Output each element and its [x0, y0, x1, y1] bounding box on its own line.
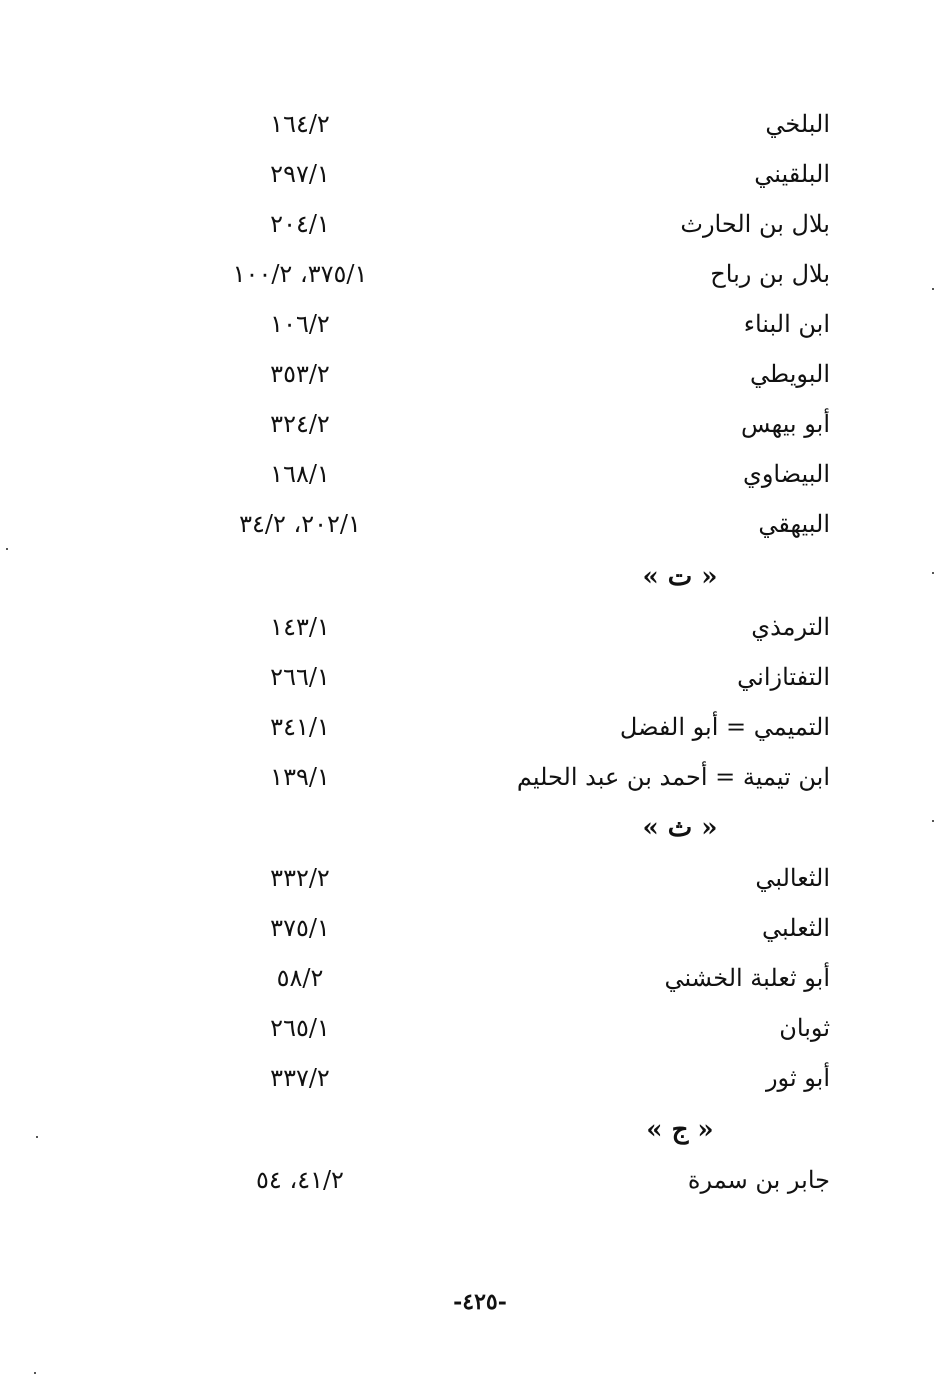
- index-entry: [200, 204, 830, 244]
- entry-name: البويطي: [750, 360, 830, 388]
- entry-name: أبو بيهس: [741, 410, 830, 438]
- entry-reference: ١٠٦/٢: [270, 310, 330, 338]
- index-entry: [200, 354, 830, 394]
- entry-reference: ٤١/٢، ٥٤: [256, 1166, 344, 1194]
- entry-name: ثوبان: [779, 1014, 830, 1042]
- section-letter-heading: « ت »: [642, 562, 718, 592]
- index-entry: [200, 958, 830, 998]
- index-entry: [200, 1058, 830, 1098]
- entry-name: التميمي = أبو الفضل: [619, 713, 830, 741]
- index-entry: [200, 504, 830, 544]
- page-number: -٤٢٥-: [453, 1289, 507, 1315]
- index-entry: [200, 304, 830, 344]
- entry-name: أبو ثعلبة الخشني: [664, 964, 830, 992]
- entry-name: الثعالبي: [755, 864, 830, 892]
- index-entry: [200, 454, 830, 494]
- index-entry: [200, 757, 830, 797]
- entry-reference: ١٣٩/١: [270, 763, 330, 791]
- entry-name: الثعلبي: [762, 914, 830, 942]
- index-entry: [200, 707, 830, 747]
- entry-reference: ١٦٤/٢: [270, 110, 330, 138]
- entry-name: الترمذي: [751, 613, 830, 641]
- entry-name: البلقيني: [754, 160, 830, 188]
- index-entry: [200, 908, 830, 948]
- entry-reference: ٢٠٤/١: [270, 210, 330, 238]
- entry-reference: ٣٥٣/٢: [270, 360, 330, 388]
- index-entry: [200, 607, 830, 647]
- entry-name: البيهقي: [758, 510, 830, 538]
- scan-speck: [932, 820, 934, 822]
- index-entry: [200, 154, 830, 194]
- scan-speck: [932, 288, 934, 290]
- entry-name: البيضاوي: [743, 460, 830, 488]
- entry-reference: ٣٧٥/١: [270, 914, 330, 942]
- scan-speck: [36, 1136, 38, 1138]
- entry-reference: ٣٣٢/٢: [270, 864, 330, 892]
- entry-reference: ٣٤١/١: [270, 713, 330, 741]
- index-entry: [200, 104, 830, 144]
- entry-name: التفتازاني: [737, 663, 830, 691]
- scan-speck: [34, 1372, 36, 1374]
- entry-reference: ١٤٣/١: [270, 613, 330, 641]
- entry-reference: ٢٠٢/١، ٣٤/٢: [239, 510, 361, 538]
- entry-reference: ٢٦٦/١: [270, 663, 330, 691]
- entry-reference: ٢٩٧/١: [270, 160, 330, 188]
- entry-name: جابر بن سمرة: [687, 1166, 830, 1194]
- index-entry: [200, 1160, 830, 1200]
- scan-speck: [6, 548, 8, 550]
- index-entry: [200, 657, 830, 697]
- section-letter-heading: « ث »: [642, 813, 718, 843]
- entry-name: ابن البناء: [743, 310, 830, 338]
- entry-name: بلال بن رباح: [710, 260, 830, 288]
- entry-reference: ٥٨/٢: [276, 964, 324, 992]
- index-entry: [200, 254, 830, 294]
- entry-reference: ١٦٨/١: [270, 460, 330, 488]
- entry-name: بلال بن الحارث: [680, 210, 830, 238]
- scan-speck: [932, 572, 934, 574]
- index-entry: [200, 858, 830, 898]
- entry-reference: ٢٦٥/١: [270, 1014, 330, 1042]
- entry-name: ابن تيمية = أحمد بن عبد الحليم: [516, 763, 830, 791]
- index-entry: [200, 404, 830, 444]
- entry-reference: ٣٣٧/٢: [270, 1064, 330, 1092]
- entry-name: البلخي: [765, 110, 830, 138]
- entry-reference: ٣٧٥/١، ١٠٠/٢: [232, 260, 368, 288]
- section-letter-heading: « ج »: [646, 1115, 714, 1145]
- index-entry: [200, 1008, 830, 1048]
- entry-reference: ٣٢٤/٢: [270, 410, 330, 438]
- entry-name: أبو ثور: [765, 1064, 830, 1092]
